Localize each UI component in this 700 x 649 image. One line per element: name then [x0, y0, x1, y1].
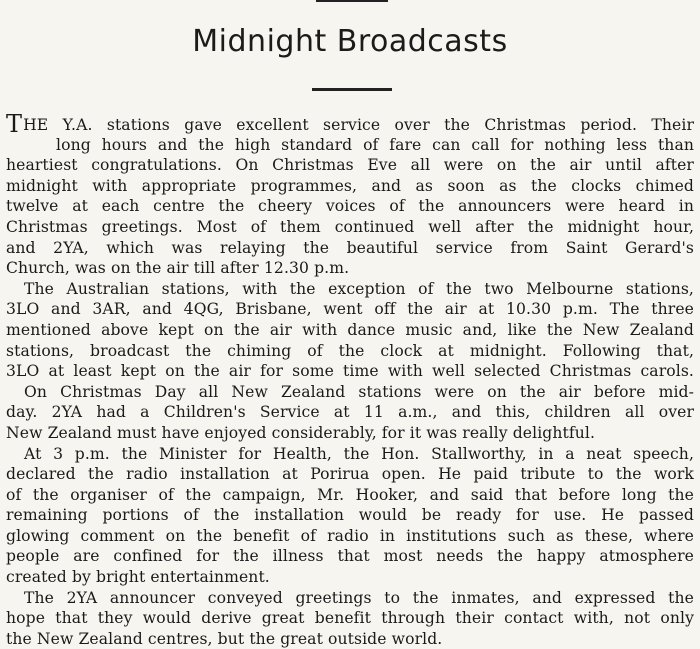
paragraph-line: people are confined for the illness that most needs the happy atmosphere — [6, 547, 694, 566]
paragraph-line: of the organiser of the campaign, Mr. Hooker, and said that before long the — [6, 485, 694, 504]
paragraph-line: glowing comment on the benefit of radio in institutions such as these, where — [6, 526, 694, 545]
title-underline — [312, 88, 392, 91]
paragraph-line: hope that they would derive great benefit through their contact with, not only — [6, 609, 694, 628]
paragraph-line: long hours and the high standard of fare can call for nothing less than — [56, 135, 694, 154]
drop-cap: T — [6, 110, 23, 138]
paragraph-line: declared the radio installation at Porirua open. He paid tribute to the work — [6, 465, 694, 484]
paragraph-line: 3LO and 3AR, and 4QG, Brisbane, went off the air at 10.30 p.m. The three — [6, 300, 694, 319]
paragraph-line: day. 2YA had a Children's Service at 11 a.m., and this, children all over — [6, 403, 694, 422]
paragraph-line: stations, broadcast the chiming of the clock at midnight. Following that, — [6, 341, 694, 360]
paragraph-line: the New Zealand centres, but the great outside world. — [6, 629, 443, 648]
paragraph-line: At 3 p.m. the Minister for Health, the Hon. Stallworthy, in a neat speech, — [24, 444, 694, 463]
paragraph-line: Christmas greetings. Most of them continued well after the midnight hour, — [6, 217, 694, 236]
paragraph-line: 3LO at least kept on the air for some time with well selected Christmas carols. — [6, 362, 694, 381]
paragraph-line: mentioned above kept on the air with dance music and, like the New Zealand — [6, 320, 694, 339]
paragraph-line: The Australian stations, with the exception of the two Melbourne stations, — [24, 279, 694, 298]
paragraph-line: remaining portions of the installation would be ready for use. He passed — [6, 506, 694, 525]
paragraph-line: The 2YA announcer conveyed greetings to the inmates, and expressed the — [24, 588, 694, 607]
paragraph-line: New Zealand must have enjoyed considerably, for it was really delightful. — [6, 423, 596, 442]
paragraph-line: twelve at each centre the cheery voices of the announcers were heard in — [6, 197, 694, 216]
paragraph-line: heartiest congratulations. On Christmas Eve all were on the air until after — [6, 156, 694, 175]
paragraph-line: and 2YA, which was relaying the beautiful service from Saint Gerard's — [6, 238, 694, 257]
page-title: Midnight Broadcasts — [192, 24, 508, 59]
paragraph-line: On Christmas Day all New Zealand stations were on the air before mid- — [24, 382, 694, 401]
paragraph-line: created by bright entertainment. — [6, 568, 270, 587]
top-rule — [316, 0, 388, 2]
paragraph-line: THE Y.A. stations gave excellent service over the Christmas period. Their — [6, 110, 694, 138]
paragraph-line: Church, was on the air till after 12.30 p.m. — [6, 259, 350, 278]
paragraph-line: midnight with appropriate programmes, and as soon as the clocks chimed — [6, 176, 694, 195]
article-body — [6, 110, 694, 649]
